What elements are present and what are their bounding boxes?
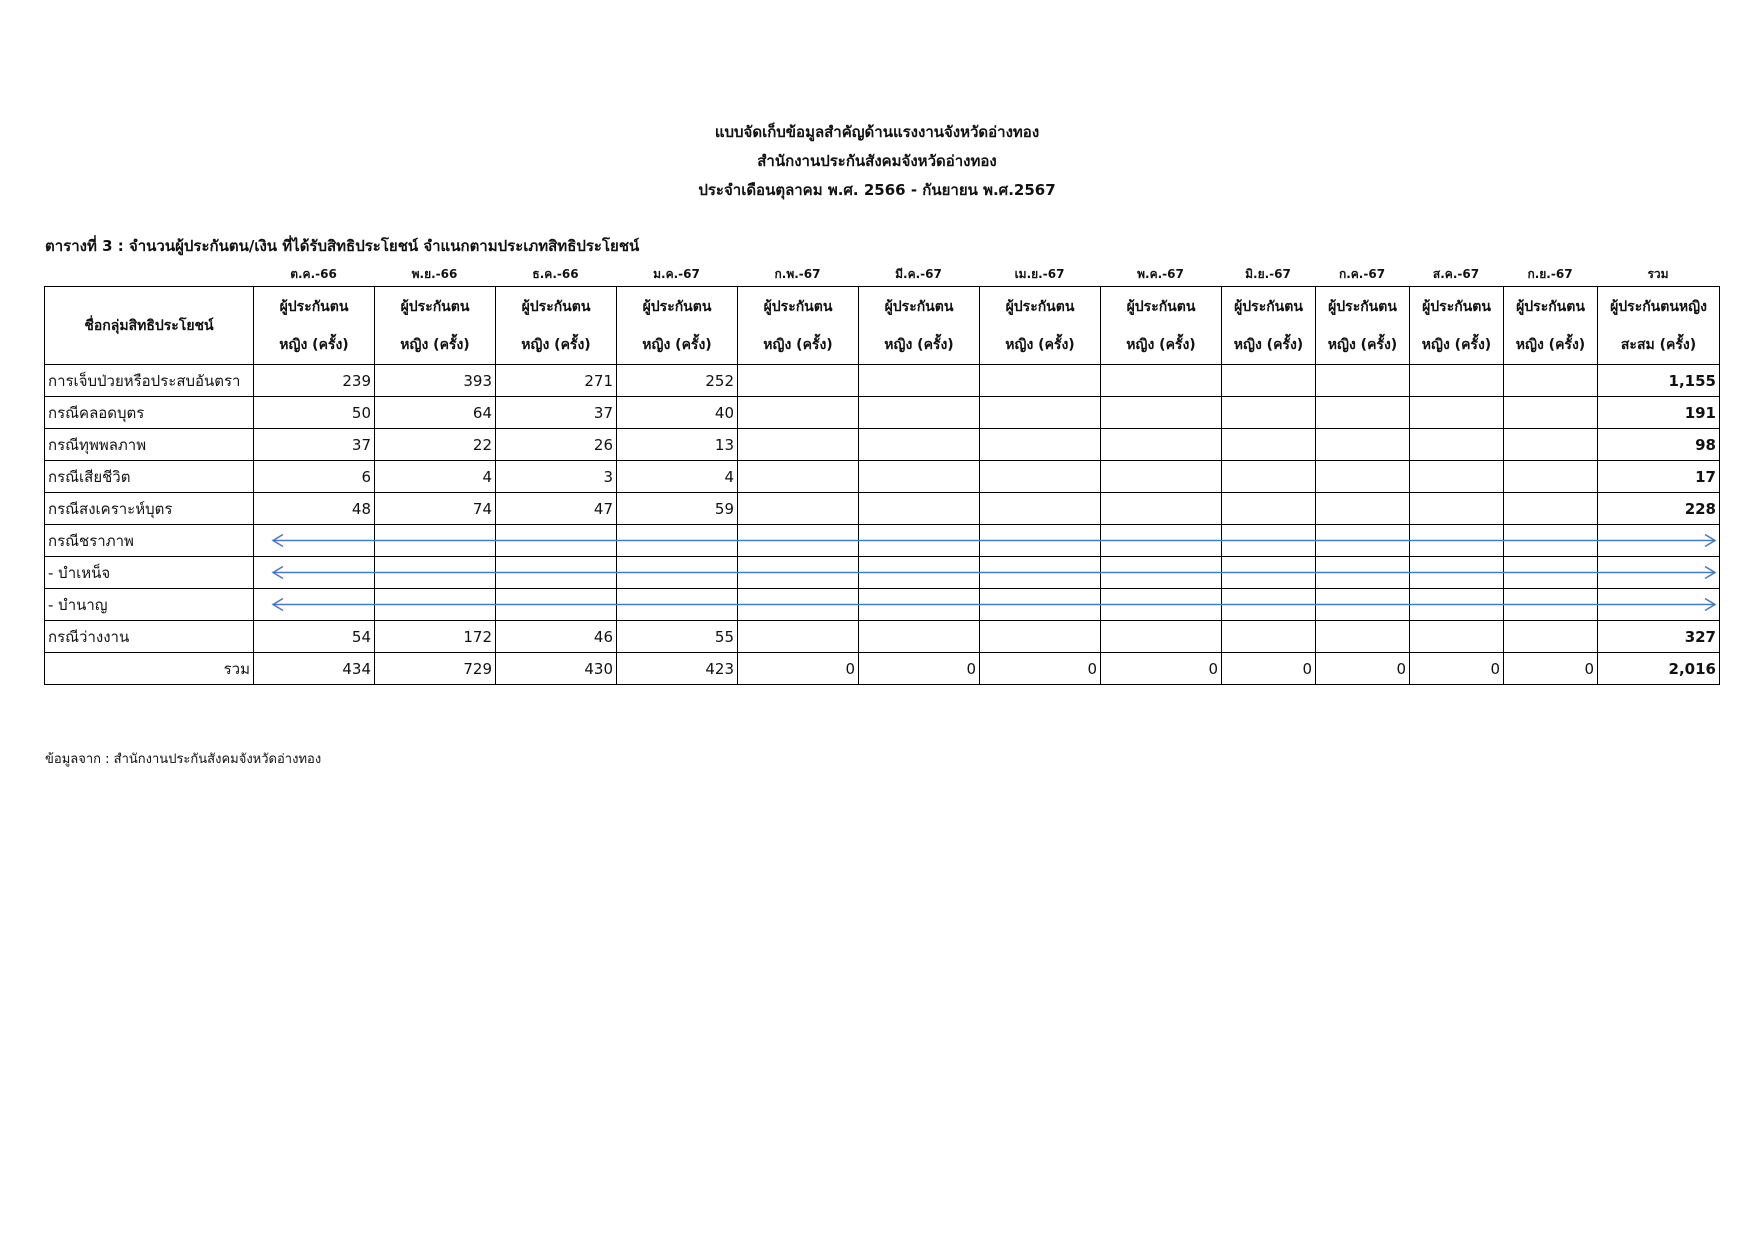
header-line: ผู้ประกันตน: [400, 298, 470, 315]
value-cell: [1410, 461, 1504, 493]
value-cell: [980, 461, 1101, 493]
month-label: ก.พ.-67: [774, 267, 821, 281]
value-cell: [496, 557, 617, 589]
value-cell: 4: [617, 461, 738, 493]
value-cell: [1222, 461, 1316, 493]
value-cell: [1410, 589, 1504, 621]
column-header-month: [617, 287, 738, 365]
sum-value: 0: [859, 653, 980, 685]
value-cell: [1504, 525, 1598, 557]
value-cell: [1101, 525, 1222, 557]
value-cell: [1222, 525, 1316, 557]
row-label: กรณีทุพพลภาพ: [45, 429, 254, 461]
header-line: ผู้ประกันตน: [642, 298, 712, 315]
row-label: - บำนาญ: [45, 589, 254, 621]
table-row: [45, 365, 1720, 397]
row-total: [1598, 589, 1720, 621]
table-caption: ตารางที่ 3 : จำนวนผู้ประกันตน/เงิน ที่ได้รับสิทธิประโยชน์ จำแนกตามประเภทสิทธิประโยชน์: [45, 237, 640, 255]
column-header-month: [1222, 287, 1316, 365]
value-cell: [375, 589, 496, 621]
value-cell: [980, 525, 1101, 557]
value-cell: [254, 589, 375, 621]
row-label: กรณีคลอดบุตร: [45, 397, 254, 429]
header-line: ผู้ประกันตนหญิง: [1610, 298, 1707, 315]
value-cell: [859, 557, 980, 589]
value-cell: 50: [254, 397, 375, 429]
value-cell: [1101, 461, 1222, 493]
value-cell: [859, 621, 980, 653]
value-cell: [1410, 621, 1504, 653]
value-cell: 48: [254, 493, 375, 525]
value-cell: [1410, 525, 1504, 557]
value-cell: [1222, 397, 1316, 429]
header-line: หญิง (ครั้ง): [521, 336, 591, 353]
value-cell: 74: [375, 493, 496, 525]
value-cell: [1410, 397, 1504, 429]
table-row: [45, 557, 1720, 589]
row-label: - บำเหน็จ: [45, 557, 254, 589]
value-cell: [1222, 365, 1316, 397]
value-cell: 55: [617, 621, 738, 653]
header-line: ผู้ประกันตน: [1328, 298, 1397, 315]
value-cell: [1504, 493, 1598, 525]
value-cell: 40: [617, 397, 738, 429]
sum-value: 729: [375, 653, 496, 685]
value-cell: [1504, 461, 1598, 493]
column-header-benefit-group: ชื่อกลุ่มสิทธิประโยชน์: [45, 287, 254, 365]
sum-value: 0: [1222, 653, 1316, 685]
sum-value: 0: [738, 653, 859, 685]
month-label: ธ.ค.-66: [532, 267, 579, 281]
column-header-month: [1504, 287, 1598, 365]
value-cell: [1410, 365, 1504, 397]
row-total: 228: [1598, 493, 1720, 525]
value-cell: [1504, 397, 1598, 429]
value-cell: [859, 589, 980, 621]
row-total: 327: [1598, 621, 1720, 653]
row-total: 98: [1598, 429, 1720, 461]
row-total: [1598, 557, 1720, 589]
column-header-total: [1598, 287, 1720, 365]
value-cell: [1316, 589, 1410, 621]
month-label: ต.ค.-66: [290, 267, 337, 281]
value-cell: [859, 493, 980, 525]
column-header-month: [375, 287, 496, 365]
value-cell: 6: [254, 461, 375, 493]
month-label: มิ.ย.-67: [1245, 267, 1291, 281]
value-cell: [738, 461, 859, 493]
value-cell: [980, 429, 1101, 461]
grand-total: 2,016: [1598, 653, 1720, 685]
sum-value: 434: [254, 653, 375, 685]
document-titles: [0, 118, 1754, 205]
value-cell: [375, 557, 496, 589]
header-line: สะสม (ครั้ง): [1620, 336, 1697, 353]
column-header-month: [1410, 287, 1504, 365]
value-cell: [1316, 621, 1410, 653]
sum-label: รวม: [45, 653, 254, 685]
value-cell: [980, 365, 1101, 397]
value-cell: 22: [375, 429, 496, 461]
value-cell: [859, 525, 980, 557]
value-cell: [859, 397, 980, 429]
column-header-month: [980, 287, 1101, 365]
value-cell: 271: [496, 365, 617, 397]
column-header-month: [738, 287, 859, 365]
value-cell: [254, 525, 375, 557]
header-line: ผู้ประกันตน: [279, 298, 349, 315]
title-line-1: แบบจัดเก็บข้อมูลสำคัญด้านแรงงานจังหวัดอ่างทอง: [714, 123, 1040, 141]
month-label: มี.ค.-67: [895, 267, 942, 281]
value-cell: [980, 493, 1101, 525]
header-line: ผู้ประกันตน: [763, 298, 833, 315]
value-cell: 393: [375, 365, 496, 397]
value-cell: [1101, 557, 1222, 589]
header-line: ผู้ประกันตน: [521, 298, 591, 315]
value-cell: 47: [496, 493, 617, 525]
value-cell: [859, 365, 980, 397]
table-row: [45, 589, 1720, 621]
benefits-table: [44, 286, 1720, 685]
header-line: ผู้ประกันตน: [1005, 298, 1075, 315]
value-cell: [1410, 493, 1504, 525]
row-label: กรณีเสียชีวิต: [45, 461, 254, 493]
sum-value: 430: [496, 653, 617, 685]
column-header-month: [859, 287, 980, 365]
header-line: ผู้ประกันตน: [1422, 298, 1491, 315]
value-cell: [1222, 621, 1316, 653]
header-row: [45, 287, 1720, 365]
title-line-3: ประจำเดือนตุลาคม พ.ศ. 2566 - กันยายน พ.ศ.2567: [698, 181, 1056, 199]
row-total: 1,155: [1598, 365, 1720, 397]
header-line: ผู้ประกันตน: [1234, 298, 1303, 315]
value-cell: [738, 365, 859, 397]
table-row: [45, 525, 1720, 557]
value-cell: [1504, 589, 1598, 621]
sum-value: 0: [980, 653, 1101, 685]
header-line: ผู้ประกันตน: [1516, 298, 1585, 315]
value-cell: [1504, 557, 1598, 589]
value-cell: [1316, 365, 1410, 397]
value-cell: 239: [254, 365, 375, 397]
sum-value: 0: [1504, 653, 1598, 685]
column-header-month: [496, 287, 617, 365]
value-cell: [1101, 365, 1222, 397]
sum-value: 0: [1316, 653, 1410, 685]
table-row: [45, 621, 1720, 653]
sum-value: 0: [1410, 653, 1504, 685]
sum-row: [45, 653, 1720, 685]
value-cell: [738, 493, 859, 525]
value-cell: [738, 525, 859, 557]
value-cell: [980, 397, 1101, 429]
value-cell: [1222, 429, 1316, 461]
value-cell: 59: [617, 493, 738, 525]
value-cell: 64: [375, 397, 496, 429]
value-cell: [617, 525, 738, 557]
row-total: 17: [1598, 461, 1720, 493]
value-cell: 54: [254, 621, 375, 653]
value-cell: 46: [496, 621, 617, 653]
value-cell: [375, 525, 496, 557]
value-cell: [1101, 589, 1222, 621]
title-line-2: สำนักงานประกันสังคมจังหวัดอ่างทอง: [757, 152, 997, 170]
value-cell: [1101, 397, 1222, 429]
header-line: หญิง (ครั้ง): [642, 336, 712, 353]
value-cell: [617, 589, 738, 621]
value-cell: [738, 397, 859, 429]
sum-value: 423: [617, 653, 738, 685]
header-line: ผู้ประกันตน: [884, 298, 954, 315]
value-cell: [1222, 493, 1316, 525]
month-label: รวม: [1647, 267, 1669, 281]
month-label: ม.ค.-67: [653, 267, 700, 281]
month-label: พ.ค.-67: [1137, 267, 1184, 281]
value-cell: 37: [254, 429, 375, 461]
value-cell: [1101, 621, 1222, 653]
value-cell: 26: [496, 429, 617, 461]
table-row: [45, 461, 1720, 493]
row-total: [1598, 525, 1720, 557]
source-note: ข้อมูลจาก : สำนักงานประกันสังคมจังหวัดอ่างทอง: [45, 752, 322, 767]
header-line: หญิง (ครั้ง): [279, 336, 349, 353]
value-cell: [738, 621, 859, 653]
row-total: 191: [1598, 397, 1720, 429]
column-header-month: [254, 287, 375, 365]
header-line: ผู้ประกันตน: [1126, 298, 1196, 315]
row-label: กรณีชราภาพ: [45, 525, 254, 557]
month-label: ก.ย.-67: [1527, 267, 1573, 281]
value-cell: [1316, 461, 1410, 493]
value-cell: [859, 461, 980, 493]
value-cell: 13: [617, 429, 738, 461]
header-line: หญิง (ครั้ง): [1327, 336, 1398, 353]
value-cell: 172: [375, 621, 496, 653]
table-row: [45, 397, 1720, 429]
value-cell: 3: [496, 461, 617, 493]
value-cell: [1504, 621, 1598, 653]
value-cell: [1101, 493, 1222, 525]
row-label: กรณีสงเคราะห์บุตร: [45, 493, 254, 525]
month-label: ก.ค.-67: [1338, 267, 1386, 281]
header-line: หญิง (ครั้ง): [1126, 336, 1196, 353]
value-cell: [980, 557, 1101, 589]
value-cell: [1222, 557, 1316, 589]
value-cell: [1316, 429, 1410, 461]
value-cell: [738, 589, 859, 621]
column-header-month: [1316, 287, 1410, 365]
value-cell: [496, 589, 617, 621]
value-cell: [980, 589, 1101, 621]
value-cell: [496, 525, 617, 557]
value-cell: [1316, 493, 1410, 525]
table-row: [45, 429, 1720, 461]
column-header-month: [1101, 287, 1222, 365]
header-line: หญิง (ครั้ง): [1005, 336, 1075, 353]
value-cell: [1410, 557, 1504, 589]
row-label: การเจ็บป่วยหรือประสบอันตรา: [45, 365, 254, 397]
header-line: หญิง (ครั้ง): [1515, 336, 1586, 353]
sum-value: 0: [1101, 653, 1222, 685]
value-cell: [1101, 429, 1222, 461]
value-cell: [1504, 429, 1598, 461]
value-cell: [254, 557, 375, 589]
value-cell: [980, 621, 1101, 653]
header-line: หญิง (ครั้ง): [1233, 336, 1304, 353]
month-label: เม.ย.-67: [1014, 267, 1065, 281]
value-cell: 37: [496, 397, 617, 429]
value-cell: 252: [617, 365, 738, 397]
value-cell: [1316, 397, 1410, 429]
row-label: กรณีว่างงาน: [45, 621, 254, 653]
value-cell: [1316, 557, 1410, 589]
month-label: ส.ค.-67: [1432, 267, 1480, 281]
value-cell: [1316, 525, 1410, 557]
value-cell: [859, 429, 980, 461]
value-cell: [617, 557, 738, 589]
month-label: พ.ย.-66: [411, 267, 458, 281]
value-cell: [1410, 429, 1504, 461]
header-line: หญิง (ครั้ง): [1421, 336, 1492, 353]
header-line: หญิง (ครั้ง): [763, 336, 833, 353]
value-cell: [1504, 365, 1598, 397]
header-line: หญิง (ครั้ง): [400, 336, 470, 353]
value-cell: [738, 557, 859, 589]
table-row: [45, 493, 1720, 525]
value-cell: [1222, 589, 1316, 621]
value-cell: 4: [375, 461, 496, 493]
header-line: หญิง (ครั้ง): [884, 336, 954, 353]
value-cell: [738, 429, 859, 461]
